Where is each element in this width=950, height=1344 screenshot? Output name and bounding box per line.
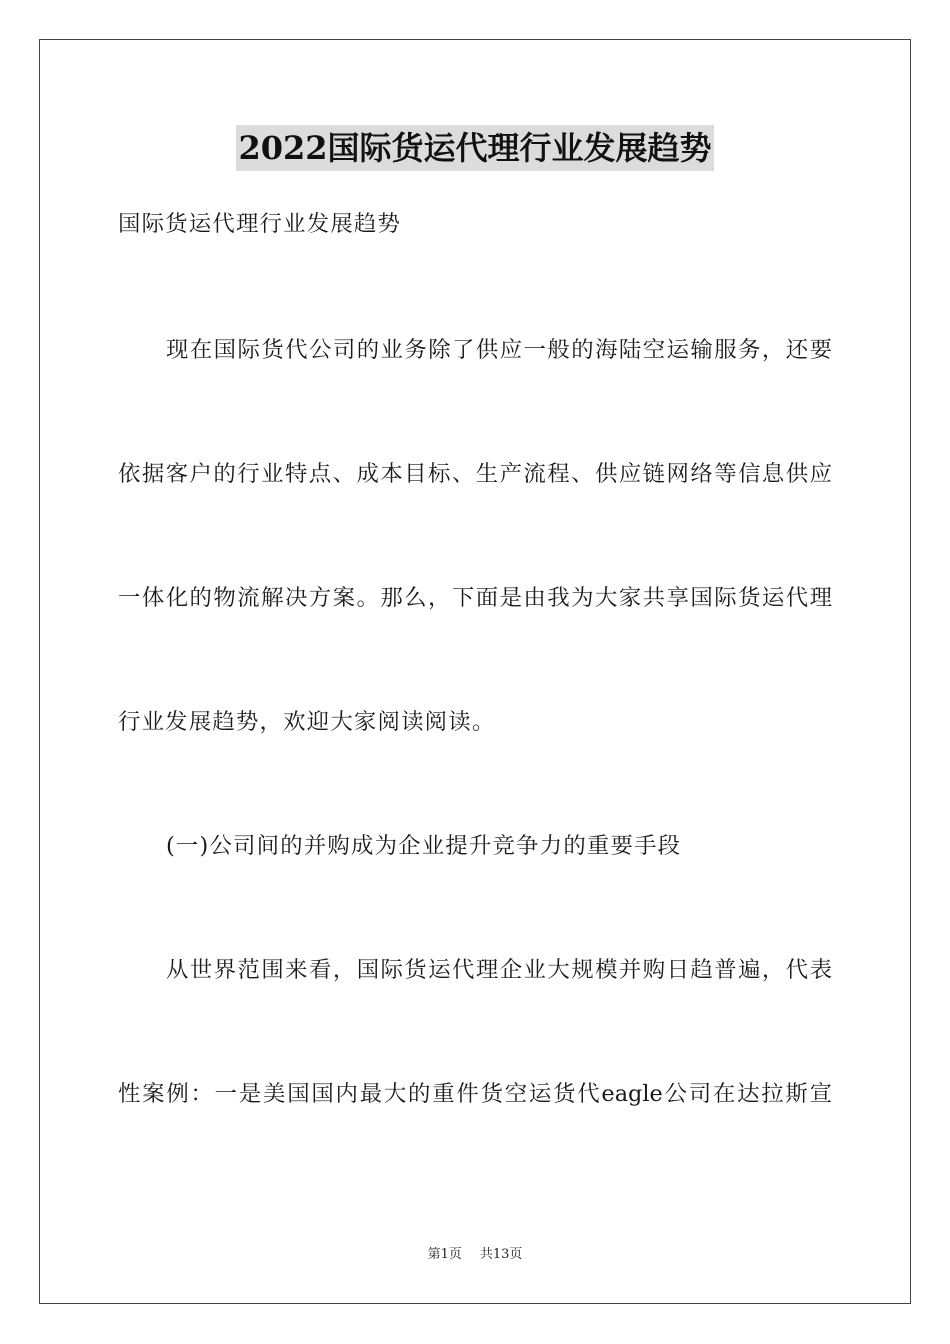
page-number: 第1页 [427,1247,462,1262]
subtitle-line: 国际货运代理行业发展趋势 [118,211,402,237]
paragraph-line: 现在国际货代公司的业务除了供应一般的海陆空运输服务，还要 [166,337,832,363]
paragraph-line: 从世界范围来看，国际货运代理企业大规模并购日趋普遍，代表 [166,957,832,983]
paragraph-line: 依据客户的行业特点、成本目标、生产流程、供应链网络等信息供应 [118,461,832,487]
page-total: 共13页 [479,1247,523,1262]
paragraph-line: 行业发展趋势，欢迎大家阅读阅读。 [118,709,496,735]
document-title: 2022国际货运代理行业发展趋势 [236,125,713,171]
paragraph-line: 性案例：一是美国国内最大的重件货空运货代eagle公司在达拉斯宣 [118,1081,832,1107]
section-heading: (一)公司间的并购成为企业提升竞争力的重要手段 [166,833,682,859]
paragraph-line: 一体化的物流解决方案。那么，下面是由我为大家共享国际货运代理 [118,585,832,611]
page-footer [0,1245,950,1265]
title-container [0,125,950,171]
